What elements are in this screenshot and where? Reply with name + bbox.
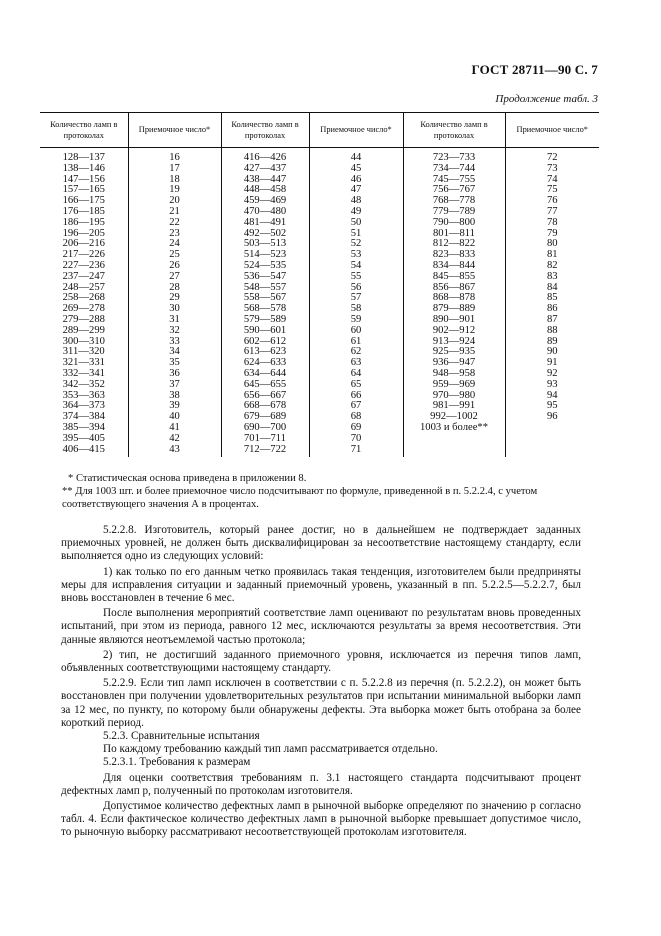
acceptance-number-table	[40, 112, 599, 457]
table-cell: 536—547	[221, 272, 309, 283]
table-cell: 79	[505, 229, 599, 240]
table-cell	[505, 445, 599, 458]
table-cell: 23	[128, 229, 221, 240]
table-row	[40, 207, 599, 218]
table-row	[40, 293, 599, 304]
table-cell: 801—811	[403, 229, 505, 240]
table-cell: 31	[128, 315, 221, 326]
table-cell	[403, 445, 505, 458]
table-cell: 38	[128, 391, 221, 402]
table-cell: 78	[505, 218, 599, 229]
table-row	[40, 401, 599, 412]
section-heading: 5.2.3. Сравнительные испытания	[103, 730, 260, 743]
table-cell	[505, 423, 599, 434]
table-cell: 385—394	[62, 421, 105, 433]
table-cell: 75	[505, 185, 599, 196]
table-row	[40, 218, 599, 229]
table-cell: 227—236	[62, 259, 105, 271]
table-cell: 67	[309, 401, 403, 412]
table-cell: 890—901	[403, 315, 505, 326]
table-cell: 269—278	[62, 303, 105, 315]
table-cell: 427—437	[221, 164, 309, 175]
table-cell: 56	[309, 283, 403, 294]
table-row	[40, 412, 599, 423]
table-cell: 69	[309, 423, 403, 434]
table-continuation-label: Продолжение табл. 3	[495, 93, 598, 105]
table-cell: 25	[128, 250, 221, 261]
table-cell: 81	[505, 250, 599, 261]
table-cell: 823—833	[403, 250, 505, 261]
table-cell: 95	[505, 401, 599, 412]
table-cell: 353—363	[62, 389, 105, 401]
table-cell: 33	[128, 337, 221, 348]
column-header: Приемочное число*	[309, 113, 403, 148]
table-row	[40, 326, 599, 337]
table-cell	[505, 434, 599, 445]
table-row	[40, 434, 599, 445]
table-row	[40, 391, 599, 402]
table-row	[40, 283, 599, 294]
table-cell: 913—924	[403, 337, 505, 348]
table-row	[40, 261, 599, 272]
table-cell: 656—667	[221, 391, 309, 402]
paragraph: По каждому требованию каждый тип ламп рассматривается отдельно.	[103, 743, 438, 756]
table-cell: 981—991	[403, 401, 505, 412]
table-cell: 602—612	[221, 337, 309, 348]
table-cell: 157—165	[62, 184, 105, 196]
table-cell: 16	[128, 153, 221, 164]
table-cell: 902—912	[403, 326, 505, 337]
table-row	[40, 358, 599, 369]
table-row	[40, 153, 599, 164]
paragraph: 2) тип, не достигший заданного приемочного уровня, исключается из перечня типов ламп, объявленных соответствующими настоящему стандарту.	[61, 648, 581, 675]
table-cell: 548—557	[221, 283, 309, 294]
table-cell: 20	[128, 196, 221, 207]
table-cell: 59	[309, 315, 403, 326]
table-cell: 579—589	[221, 315, 309, 326]
table-cell: 395—405	[62, 432, 105, 444]
table-cell: 83	[505, 272, 599, 283]
table-footnotes	[40, 472, 600, 511]
table-cell: 237—247	[62, 270, 105, 282]
table-cell: 279—288	[62, 313, 105, 325]
table-cell: 624—633	[221, 358, 309, 369]
table-cell: 712—722	[221, 445, 309, 458]
table-cell: 50	[309, 218, 403, 229]
table-cell: 300—310	[62, 335, 105, 347]
table-cell: 80	[505, 239, 599, 250]
column-header: Приемочное число*	[128, 113, 221, 148]
table-cell: 166—175	[62, 195, 105, 207]
table-cell: 86	[505, 304, 599, 315]
table-cell: 959—969	[403, 380, 505, 391]
table-cell: 34	[128, 347, 221, 358]
document-header: ГОСТ 28711—90 С. 7	[471, 62, 598, 77]
table-cell: 17	[128, 164, 221, 175]
table-cell: 46	[309, 175, 403, 186]
table-cell: 70	[309, 434, 403, 445]
column-header: Количество ламп в протоколах	[403, 113, 505, 148]
table-cell: 62	[309, 347, 403, 358]
table-cell: 28	[128, 283, 221, 294]
table-cell: 53	[309, 250, 403, 261]
table-cell: 64	[309, 369, 403, 380]
table-cell: 514—523	[221, 250, 309, 261]
table-cell: 374—384	[62, 411, 105, 423]
table-cell: 679—689	[221, 412, 309, 423]
table-cell: 186—195	[62, 216, 105, 228]
table-cell: 48	[309, 196, 403, 207]
table-row	[40, 315, 599, 326]
table-cell: 54	[309, 261, 403, 272]
table-cell: 364—373	[62, 400, 105, 412]
table-cell: 448—458	[221, 185, 309, 196]
table-cell: 90	[505, 347, 599, 358]
table-cell: 49	[309, 207, 403, 218]
table-cell: 68	[309, 412, 403, 423]
table-cell: 57	[309, 293, 403, 304]
table-row	[40, 239, 599, 250]
table-cell: 18	[128, 175, 221, 186]
table-cell: 756—767	[403, 185, 505, 196]
table-cell: 258—268	[62, 292, 105, 304]
table-cell: 568—578	[221, 304, 309, 315]
table-cell: 92	[505, 369, 599, 380]
table-cell: 66	[309, 391, 403, 402]
table-cell: 438—447	[221, 175, 309, 186]
table-cell: 35	[128, 358, 221, 369]
table-cell: 406—415	[62, 443, 105, 455]
table-cell: 87	[505, 315, 599, 326]
table-cell: 868—878	[403, 293, 505, 304]
table-cell: 93	[505, 380, 599, 391]
table-cell: 470—480	[221, 207, 309, 218]
table-cell: 96	[505, 412, 599, 423]
table-cell: 342—352	[62, 378, 105, 390]
table-row	[40, 229, 599, 240]
table-cell: 88	[505, 326, 599, 337]
table-cell: 55	[309, 272, 403, 283]
table-row	[40, 304, 599, 315]
column-header: Количество ламп в протоколах	[221, 113, 309, 148]
table-cell: 26	[128, 261, 221, 272]
table-cell: 63	[309, 358, 403, 369]
table-cell: 41	[128, 423, 221, 434]
table-cell: 85	[505, 293, 599, 304]
table-cell: 645—655	[221, 380, 309, 391]
table-cell: 332—341	[62, 367, 105, 379]
table-cell: 311—320	[62, 346, 105, 358]
column-header: Приемочное число*	[505, 113, 599, 148]
table-cell: 321—331	[62, 357, 105, 369]
table-cell: 206—216	[62, 238, 105, 250]
table-cell: 77	[505, 207, 599, 218]
table-cell: 128—137	[62, 152, 105, 163]
table-cell: 416—426	[221, 153, 309, 164]
table-cell: 845—855	[403, 272, 505, 283]
table-cell: 91	[505, 358, 599, 369]
paragraph: Для оценки соответствия требованиям п. 3.1 настоящего стандарта подсчитывают процент дефектных ламп р, полученный по протоколам изготовителя.	[61, 771, 581, 797]
table-cell: 40	[128, 412, 221, 423]
table-cell: 72	[505, 153, 599, 164]
section-heading: 5.2.3.1. Требования к размерам	[103, 756, 251, 769]
paragraph: После выполнения мероприятий соответствие ламп оценивают по результатам вновь проведенных испытаний, при этом из периода, равного 12 мес, исключаются результаты за время несоответствия. Эти данные являются неотъемлемой частью протокола;	[61, 607, 581, 646]
table-cell: 745—755	[403, 175, 505, 186]
table-cell: 45	[309, 164, 403, 175]
table-cell: 44	[309, 153, 403, 164]
table-cell: 42	[128, 434, 221, 445]
table-cell: 503—513	[221, 239, 309, 250]
table-cell: 779—789	[403, 207, 505, 218]
table-row	[40, 185, 599, 196]
table-cell: 925—935	[403, 347, 505, 358]
table-cell: 36	[128, 369, 221, 380]
table-row	[40, 250, 599, 261]
table-cell: 524—535	[221, 261, 309, 272]
table-cell: 248—257	[62, 281, 105, 293]
table-cell: 27	[128, 272, 221, 283]
table-row	[40, 445, 599, 458]
paragraph: 5.2.2.8. Изготовитель, который ранее достиг, но в дальнейшем не подтверждает заданных приемочных уровней, не должен быть дисквалифицирован за несоответствие настоящему стандарту, если выполняется одно из следующих условий:	[61, 524, 581, 563]
table-cell: 723—733	[403, 153, 505, 164]
table-cell: 71	[309, 445, 403, 458]
table-cell: 701—711	[221, 434, 309, 445]
table-cell: 1003 и более**	[403, 423, 505, 434]
column-header: Количество ламп в протоколах	[40, 113, 128, 148]
table-cell: 73	[505, 164, 599, 175]
table-cell: 734—744	[403, 164, 505, 175]
table-cell: 613—623	[221, 347, 309, 358]
table-cell: 29	[128, 293, 221, 304]
table-cell: 89	[505, 337, 599, 348]
table-cell: 30	[128, 304, 221, 315]
table-cell: 590—601	[221, 326, 309, 337]
table-row	[40, 423, 599, 434]
table-cell: 65	[309, 380, 403, 391]
table-cell: 879—889	[403, 304, 505, 315]
table-cell: 74	[505, 175, 599, 186]
table-row	[40, 164, 599, 175]
table-row	[40, 175, 599, 186]
table-cell: 94	[505, 391, 599, 402]
footnote-2: ** Для 1003 шт. и более приемочное число подсчитывают по формуле, приведенной в п. 5.2.2.4, с учетом соответствующего значения А в процентах.	[62, 486, 538, 510]
table-cell: 21	[128, 207, 221, 218]
table-cell: 558—567	[221, 293, 309, 304]
table-cell: 84	[505, 283, 599, 294]
paragraph: Допустимое количество дефектных ламп в рыночной выборке определяют по значению р согласно табл. 4. Если фактическое количество дефектных ламп в рыночной выборке превышает допустимое число, то рыночную выборку рассматривают несоответствующей протоколам изготовителя.	[61, 800, 581, 839]
table-cell: 992—1002	[403, 412, 505, 423]
footnote-1: * Статистическая основа приведена в приложении 8.	[68, 473, 307, 484]
table-cell: 492—502	[221, 229, 309, 240]
table-cell: 289—299	[62, 324, 105, 336]
table-cell: 52	[309, 239, 403, 250]
paragraph: 1) как только по его данным четко проявилась такая тенденция, изготовителем были предприняты меры для исправления ситуации и заданный приемочный уровень, указанный в пп. 5.2.2.5—5.2.2.7, был вновь восстановлен в течение 6 мес.	[61, 565, 581, 605]
table-cell: 768—778	[403, 196, 505, 207]
table-row	[40, 380, 599, 391]
table-cell: 948—958	[403, 369, 505, 380]
table-cell: 196—205	[62, 227, 105, 239]
table-cell: 37	[128, 380, 221, 391]
table-cell	[403, 434, 505, 445]
table-cell: 936—947	[403, 358, 505, 369]
table-cell: 24	[128, 239, 221, 250]
table-cell: 61	[309, 337, 403, 348]
table-cell: 19	[128, 185, 221, 196]
table-cell: 51	[309, 229, 403, 240]
table-cell: 812—822	[403, 239, 505, 250]
table-cell: 217—226	[62, 249, 105, 261]
table-cell: 970—980	[403, 391, 505, 402]
table-row	[40, 337, 599, 348]
table-cell: 32	[128, 326, 221, 337]
table-cell: 634—644	[221, 369, 309, 380]
table-cell: 58	[309, 304, 403, 315]
table-cell: 47	[309, 185, 403, 196]
table-row	[40, 272, 599, 283]
table-cell: 459—469	[221, 196, 309, 207]
table-cell: 82	[505, 261, 599, 272]
table-cell: 176—185	[62, 205, 105, 217]
table-cell: 39	[128, 401, 221, 412]
table-row	[40, 347, 599, 358]
table-cell: 481—491	[221, 218, 309, 229]
table-cell: 668—678	[221, 401, 309, 412]
table-cell: 43	[128, 445, 221, 458]
table-cell: 834—844	[403, 261, 505, 272]
table-row	[40, 196, 599, 207]
table-cell: 76	[505, 196, 599, 207]
table-row	[40, 369, 599, 380]
table-cell: 147—156	[62, 173, 105, 185]
table-cell: 856—867	[403, 283, 505, 294]
body-text	[61, 524, 581, 840]
table-cell: 690—700	[221, 423, 309, 434]
paragraph: 5.2.2.9. Если тип ламп исключен в соответствии с п. 5.2.2.8 из перечня (п. 5.2.2.2), он может быть восстановлен при получении удовлетворительных результатов при испытании минимальной выборки ламп за 12 мес, по пункту, по которому были обнаружены дефекты. Эта выборка может быть отобрана за более короткий период.	[61, 677, 581, 729]
table-cell: 138—146	[62, 162, 105, 174]
table-cell: 60	[309, 326, 403, 337]
table-header-row	[40, 113, 599, 148]
table-cell: 790—800	[403, 218, 505, 229]
table-cell: 22	[128, 218, 221, 229]
